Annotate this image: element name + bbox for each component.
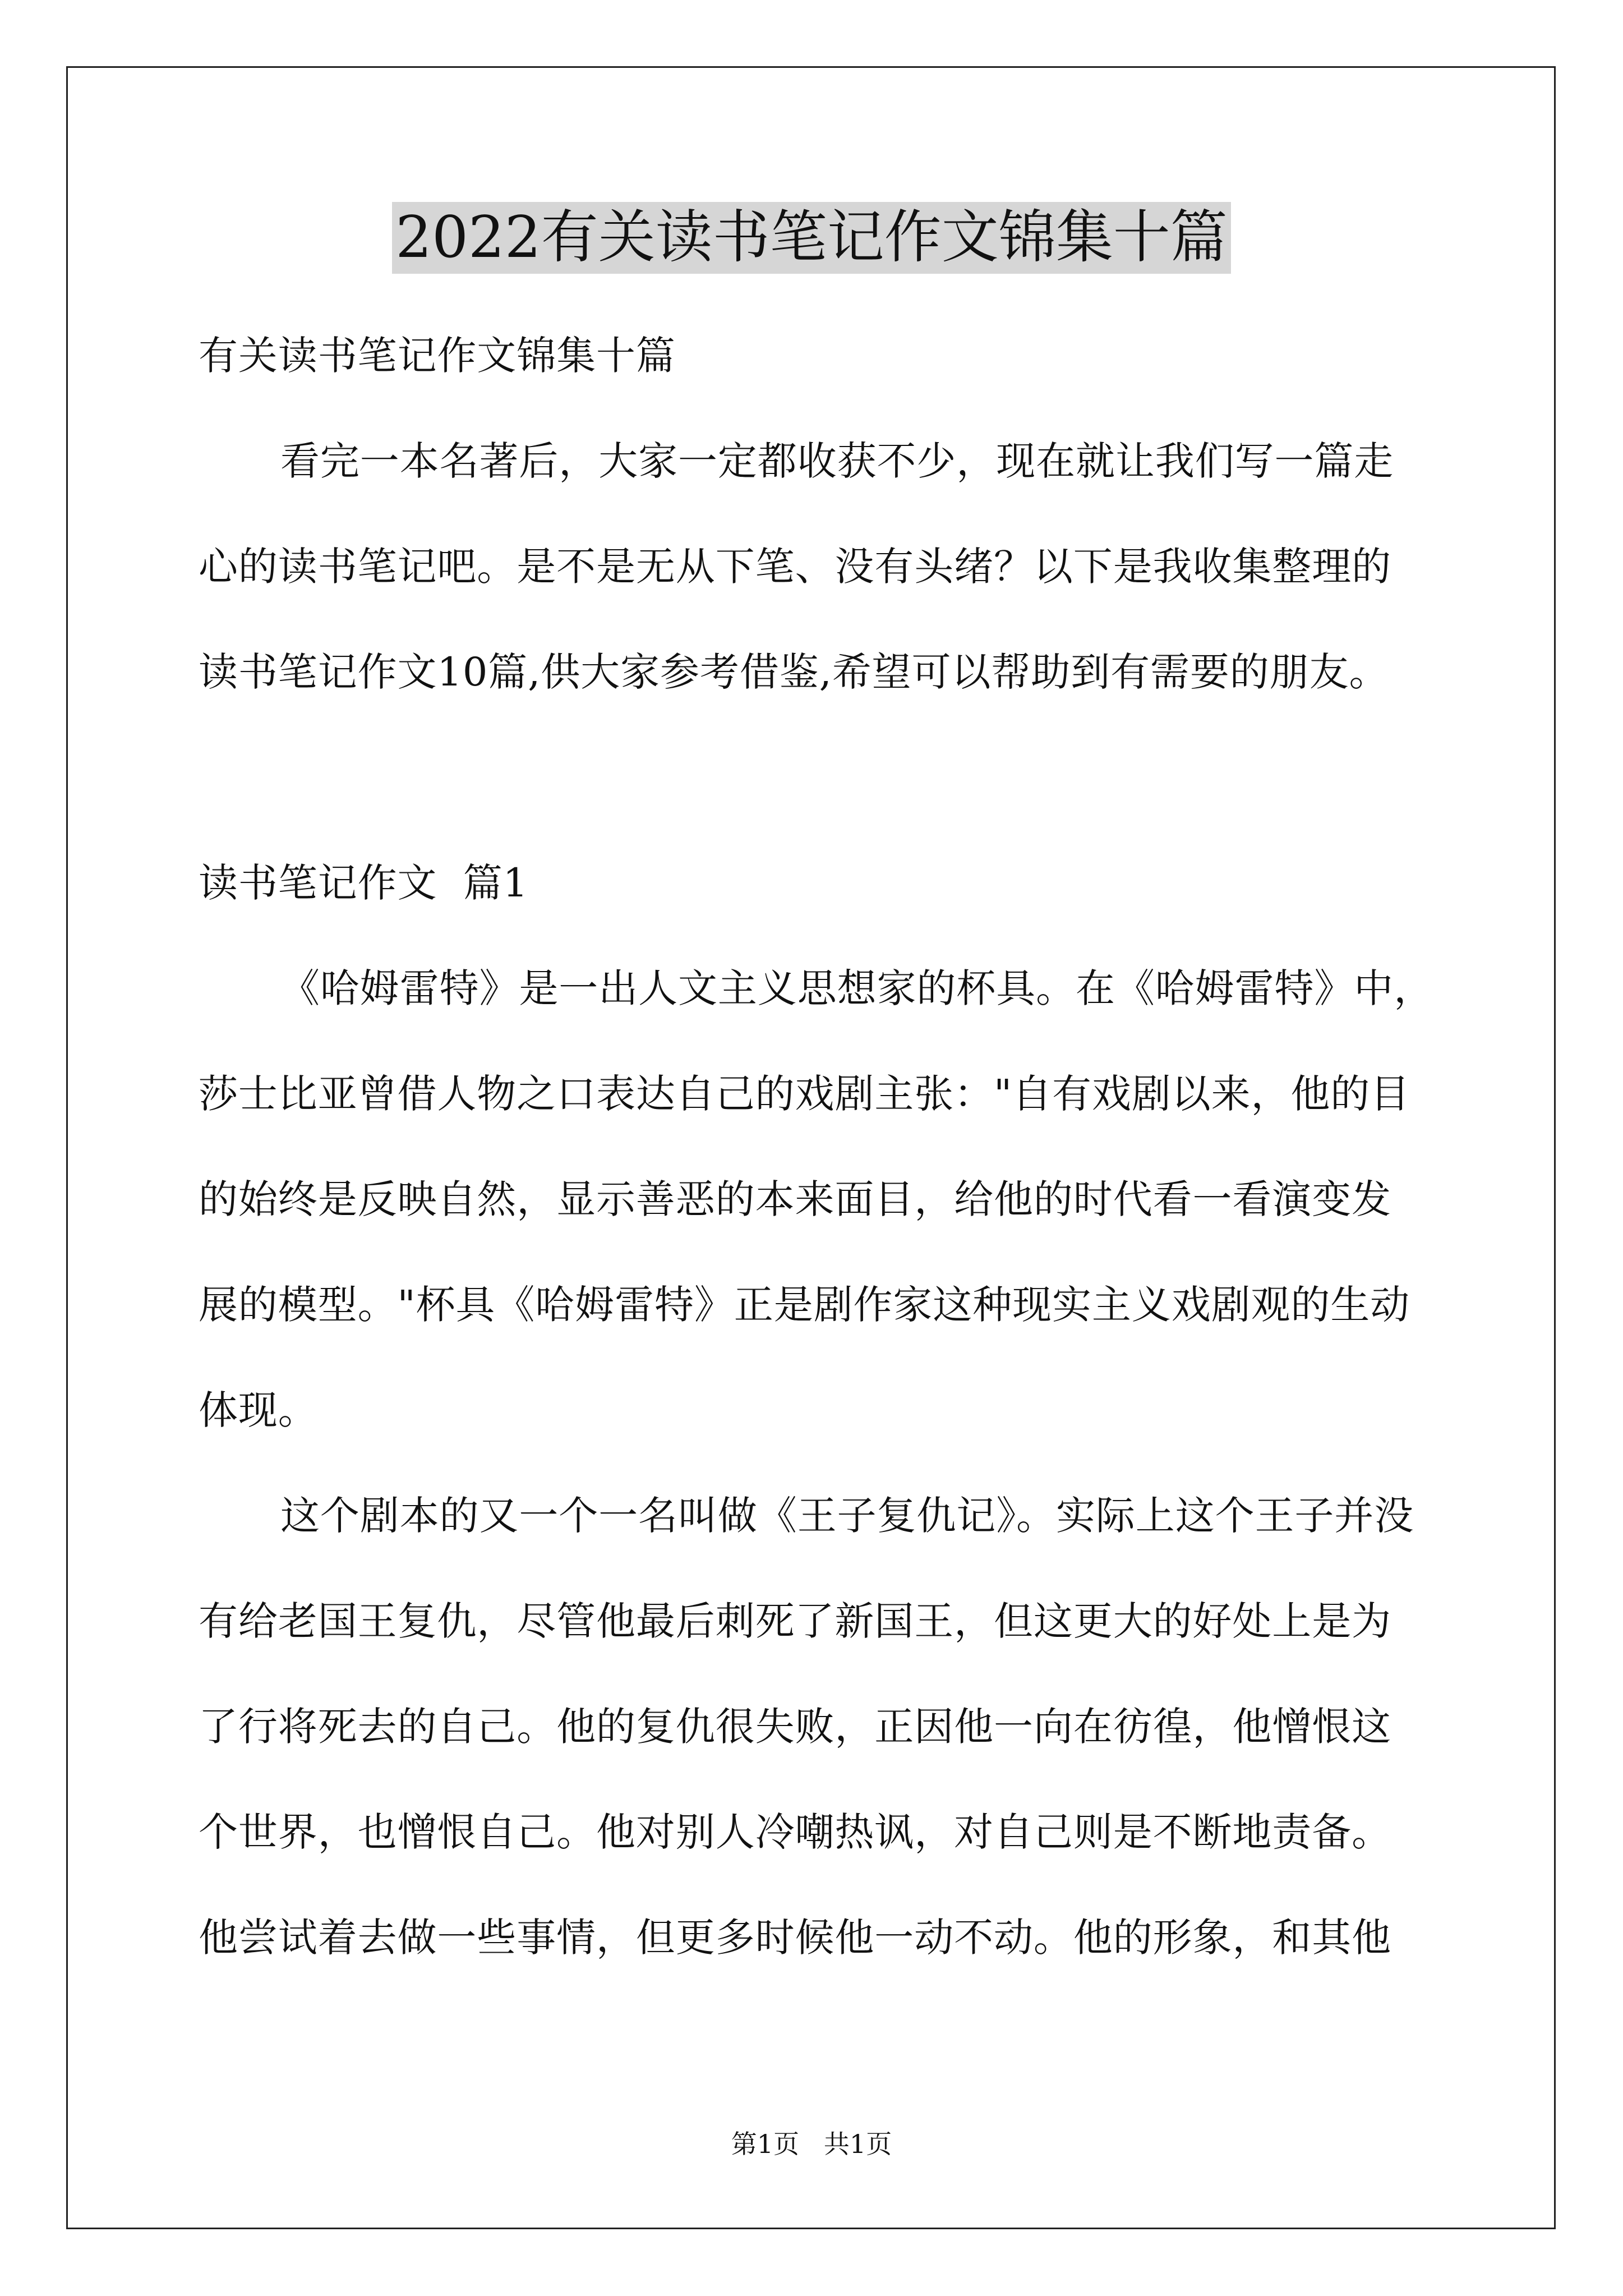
paragraph-line: 体现。 <box>199 1387 318 1433</box>
section-heading: 读书笔记作文 篇1 <box>199 860 529 906</box>
blank-line <box>199 725 1424 830</box>
title-block <box>0 202 1623 274</box>
paragraph-line: 他尝试着去做一些事情，但更多时候他一动不动。他的形象，和其他 <box>199 1915 1391 1961</box>
paragraph-line: 《哈姆雷特》是一出人文主义思想家的杯具。在《哈姆雷特》中， <box>280 965 1434 1011</box>
intro-line: 看完一本名著后，大家一定都收获不少，现在就让我们写一篇走 <box>280 438 1394 484</box>
paragraph-line: 了行将死去的自己。他的复仇很失败，正因他一向在彷徨，他憎恨这 <box>199 1704 1391 1750</box>
paragraph-line: 展的模型。"杯具《哈姆雷特》正是剧作家这种现实主义戏剧观的生动 <box>199 1282 1410 1328</box>
paragraph-line: 莎士比亚曾借人物之口表达自己的戏剧主张："自有戏剧以来，他的目 <box>199 1071 1410 1117</box>
document-subtitle: 有关读书笔记作文锦集十篇 <box>199 333 676 379</box>
document-title: 2022有关读书笔记作文锦集十篇 <box>392 202 1231 274</box>
paragraph-line: 有给老国王复仇，尽管他最后刺死了新国王，但这更大的好处上是为 <box>199 1598 1391 1644</box>
page-footer <box>0 2127 1623 2161</box>
intro-line: 读书笔记作文10篇,供大家参考借鉴,希望可以帮助到有需要的朋友。 <box>199 649 1389 695</box>
paragraph-1 <box>199 936 1434 1463</box>
intro-line: 心的读书笔记吧。是不是无从下笔、没有头绪？以下是我收集整理的 <box>199 544 1391 590</box>
document-body <box>199 303 1434 1990</box>
paragraph-line: 这个剧本的又一个一名叫做《王子复仇记》。实际上这个王子并没 <box>280 1493 1414 1539</box>
paragraph-line: 的始终是反映自然，显示善恶的本来面目，给他的时代看一看演变发 <box>199 1176 1391 1222</box>
paragraph-line: 个世界，也憎恨自己。他对别人冷嘲热讽，对自己则是不断地责备。 <box>199 1809 1391 1855</box>
page-number: 第1页 共1页 <box>731 2129 892 2159</box>
paragraph-2 <box>199 1463 1424 1990</box>
intro-paragraph <box>199 408 1424 725</box>
